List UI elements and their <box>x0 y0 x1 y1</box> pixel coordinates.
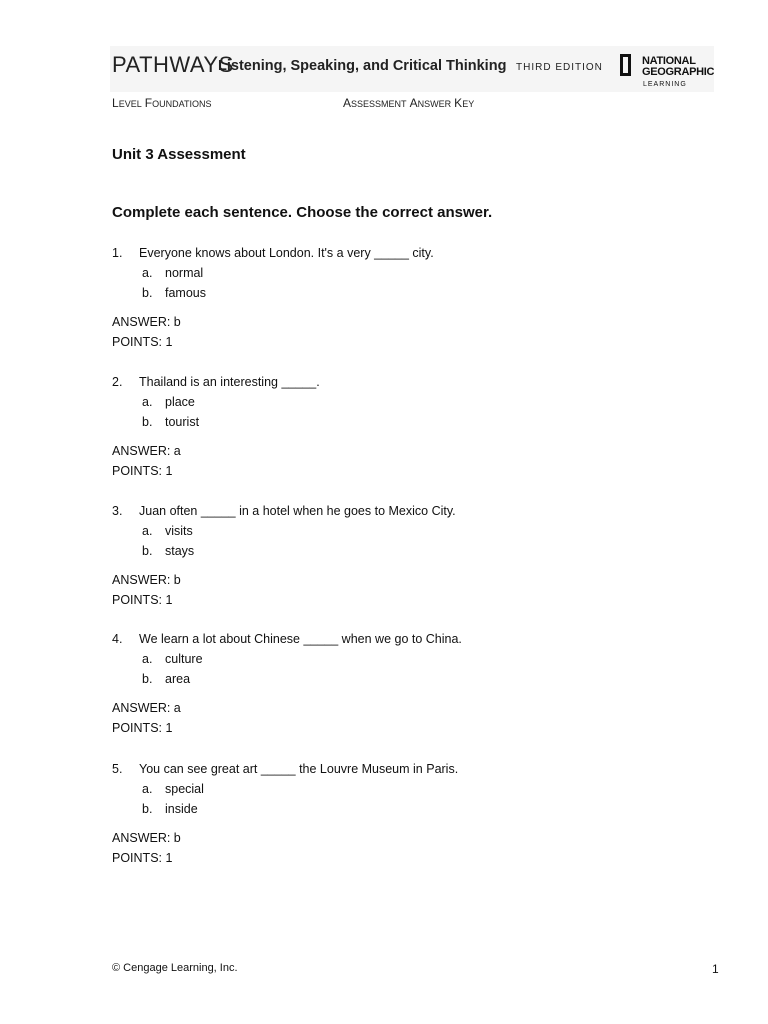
answer-option <box>112 802 672 822</box>
option-text: tourist <box>165 415 200 429</box>
option-letter: b. <box>142 415 153 429</box>
answer-line: ANSWER: a <box>112 701 181 715</box>
option-text: stays <box>165 544 195 558</box>
points-line: POINTS: 1 <box>112 335 173 349</box>
option-text: area <box>165 672 191 686</box>
option-letter: b. <box>142 286 153 300</box>
answer-line: ANSWER: b <box>112 315 181 329</box>
question-text: You can see great art _____ the Louvre Museum in Paris. <box>139 762 459 776</box>
answer-line: ANSWER: b <box>112 831 181 845</box>
brand-title: PATHWAYS <box>112 52 234 77</box>
option-letter: a. <box>142 652 153 666</box>
answer-option <box>112 395 672 415</box>
question-text: Thailand is an interesting _____. <box>139 375 320 389</box>
unit-title: Unit 3 Assessment <box>112 146 246 163</box>
question-item <box>112 504 672 613</box>
level-label: LEVEL FOUNDATIONS <box>112 96 212 110</box>
option-text: visits <box>165 524 193 538</box>
question-item <box>112 246 672 355</box>
page-number: 1 <box>712 962 719 976</box>
yellow-border-icon <box>620 54 631 76</box>
option-text: normal <box>165 266 204 280</box>
national-geographic-logo <box>620 54 715 90</box>
answer-option <box>112 266 672 286</box>
option-letter: b. <box>142 544 153 558</box>
question-row <box>112 504 672 524</box>
option-letter: b. <box>142 672 153 686</box>
logo-line-2: GEOGRAPHIC <box>642 66 715 78</box>
option-letter: a. <box>142 782 153 796</box>
option-text: culture <box>165 652 203 666</box>
question-text: Juan often _____ in a hotel when he goes to Mexico City. <box>139 504 456 518</box>
question-row <box>112 375 672 395</box>
answer-option <box>112 652 672 672</box>
question-row <box>112 762 672 782</box>
question-text: We learn a lot about Chinese _____ when we go to China. <box>139 632 462 646</box>
question-number: 4. <box>112 632 123 646</box>
question-number: 3. <box>112 504 123 518</box>
answer-key-label: ASSESSMENT ANSWER KEY <box>343 96 475 110</box>
option-letter: a. <box>142 524 153 538</box>
option-letter: a. <box>142 266 153 280</box>
question-row <box>112 632 672 652</box>
answer-line: ANSWER: a <box>112 444 181 458</box>
option-text: famous <box>165 286 206 300</box>
answer-option <box>112 672 672 692</box>
logo-line-3: LEARNING <box>643 81 687 88</box>
question-number: 1. <box>112 246 123 260</box>
points-line: POINTS: 1 <box>112 464 173 478</box>
edition-label: THIRD EDITION <box>516 62 603 73</box>
option-letter: b. <box>142 802 153 816</box>
answer-option <box>112 524 672 544</box>
answer-option <box>112 286 672 306</box>
series-subtitle: Listening, Speaking, and Critical Thinking <box>218 58 507 74</box>
answer-option <box>112 782 672 802</box>
answer-option <box>112 415 672 435</box>
points-line: POINTS: 1 <box>112 721 173 735</box>
instruction: Complete each sentence. Choose the correct answer. <box>112 204 493 221</box>
question-number: 2. <box>112 375 123 389</box>
option-text: special <box>165 782 204 796</box>
question-text: Everyone knows about London. It's a very _____ city. <box>139 246 434 260</box>
question-item <box>112 762 672 871</box>
option-letter: a. <box>142 395 153 409</box>
question-item <box>112 375 672 484</box>
answer-line: ANSWER: b <box>112 573 181 587</box>
option-text: place <box>165 395 195 409</box>
copyright: © Cengage Learning, Inc. <box>112 962 238 974</box>
points-line: POINTS: 1 <box>112 851 173 865</box>
question-number: 5. <box>112 762 123 776</box>
option-text: inside <box>165 802 198 816</box>
question-row <box>112 246 672 266</box>
logo-line-1: NATIONAL <box>642 55 696 67</box>
question-item <box>112 632 672 741</box>
points-line: POINTS: 1 <box>112 593 173 607</box>
answer-option <box>112 544 672 564</box>
